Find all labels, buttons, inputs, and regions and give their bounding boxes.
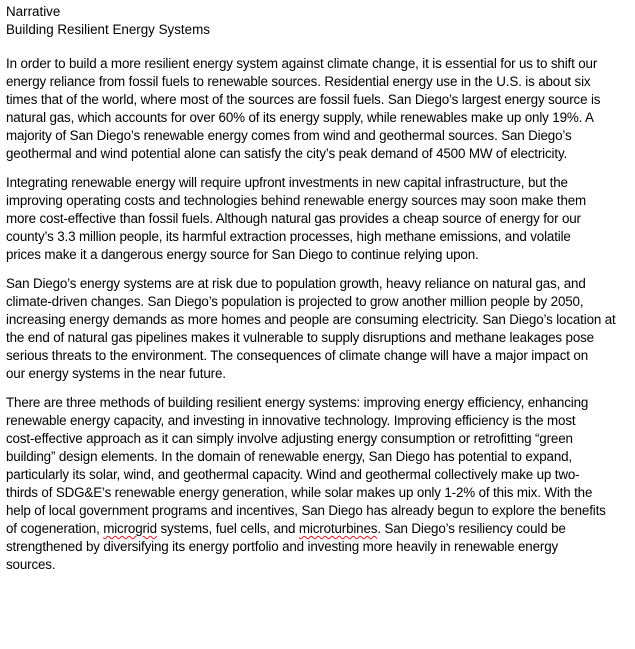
paragraph-line: help of local government programs and incentives, San Diego has already begun to explore the benefits bbox=[6, 503, 606, 518]
paragraph-line: building” design elements. In the domain of renewable energy, San Diego has potential to expand, bbox=[6, 449, 572, 464]
paragraph-line: San Diego’s energy systems are at risk due to population growth, heavy reliance on natural gas, and bbox=[6, 276, 586, 291]
paragraph-line: In order to build a more resilient energy system against climate change, it is essential for us to shift our bbox=[6, 56, 598, 71]
paragraph-line: improving operating costs and technologies behind renewable energy sources may soon make them bbox=[6, 193, 587, 208]
paragraph-line: strengthened by diversifying its energy portfolio and investing more heavily in renewable energy bbox=[6, 539, 559, 554]
paragraph-line: prices make it a dangerous energy source for San Diego to continue relying upon. bbox=[6, 247, 479, 262]
document-title: Building Resilient Energy Systems bbox=[6, 22, 210, 37]
misspelled-word-microturbines[interactable]: microturbines bbox=[298, 521, 378, 536]
paragraph-line: natural gas, which accounts for over 60% of its energy supply, while renewables make up only 19%. A bbox=[6, 110, 594, 125]
paragraph-line: There are three methods of building resilient energy systems: improving energy efficiency, enhancing bbox=[6, 395, 589, 410]
paragraph-line: energy reliance from fossil fuels to renewable sources. Residential energy use in the U.S. is about six bbox=[6, 74, 591, 89]
paragraph-line: our energy systems in the near future. bbox=[6, 366, 226, 381]
paragraph-line: renewable energy capacity, and investing in innovative technology. Improving efficiency is the most bbox=[6, 413, 576, 428]
text-run: systems, fuel cells, and bbox=[156, 521, 299, 536]
paragraph-line: serious threats to the environment. The consequences of climate change will have a major impact on bbox=[6, 348, 589, 363]
paragraph-line-with-spelling-marks bbox=[6, 520, 631, 538]
paragraph-line: sources. bbox=[6, 557, 56, 572]
paragraph-line: particularly its solar, wind, and geothermal capacity. Wind and geothermal collectively make up two- bbox=[6, 467, 580, 482]
paragraph-line: geothermal and wind potential alone can satisfy the city’s peak demand of 4500 MW of electricity. bbox=[6, 146, 568, 161]
paragraph-4 bbox=[6, 394, 631, 574]
paragraph-line: county’s 3.3 million people, its harmful extraction processes, high methane emissions, and volatile bbox=[6, 229, 571, 244]
document-label: Narrative bbox=[6, 4, 61, 19]
paragraph-line: increasing energy demands as more homes and people are consuming electricity. San Diego’s location at bbox=[6, 312, 616, 327]
misspelled-word-microgrid[interactable]: microgrid bbox=[103, 521, 157, 536]
document-header bbox=[6, 3, 631, 39]
paragraph-1 bbox=[6, 55, 631, 163]
paragraph-line: more cost-effective than fossil fuels. Although natural gas provides a cheap source of energy for our bbox=[6, 211, 581, 226]
paragraph-line: majority of San Diego’s renewable energy comes from wind and geothermal sources. San Diego’s bbox=[6, 128, 572, 143]
paragraph-line: cost-effective approach as it can simply involve adjusting energy consumption or retrofitting “green bbox=[6, 431, 573, 446]
paragraph-line: Integrating renewable energy will require upfront investments in new capital infrastructure, but the bbox=[6, 175, 568, 190]
text-run: . San Diego’s resiliency could be bbox=[377, 521, 566, 536]
text-run: of cogeneration, bbox=[6, 521, 104, 536]
paragraph-line: climate-driven changes. San Diego’s population is projected to grow another million people by 2050, bbox=[6, 294, 584, 309]
paragraph-line: times that of the world, where most of the sources are fossil fuels. San Diego’s largest energy source is bbox=[6, 92, 601, 107]
paragraph-3 bbox=[6, 275, 631, 383]
paragraph-2 bbox=[6, 174, 631, 264]
paragraph-line: thirds of SDG&E’s renewable energy generation, while solar makes up only 1-2% of this mix. With the bbox=[6, 485, 593, 500]
paragraph-line: the end of natural gas pipelines makes it vulnerable to supply disruptions and methane leakages pose bbox=[6, 330, 594, 345]
